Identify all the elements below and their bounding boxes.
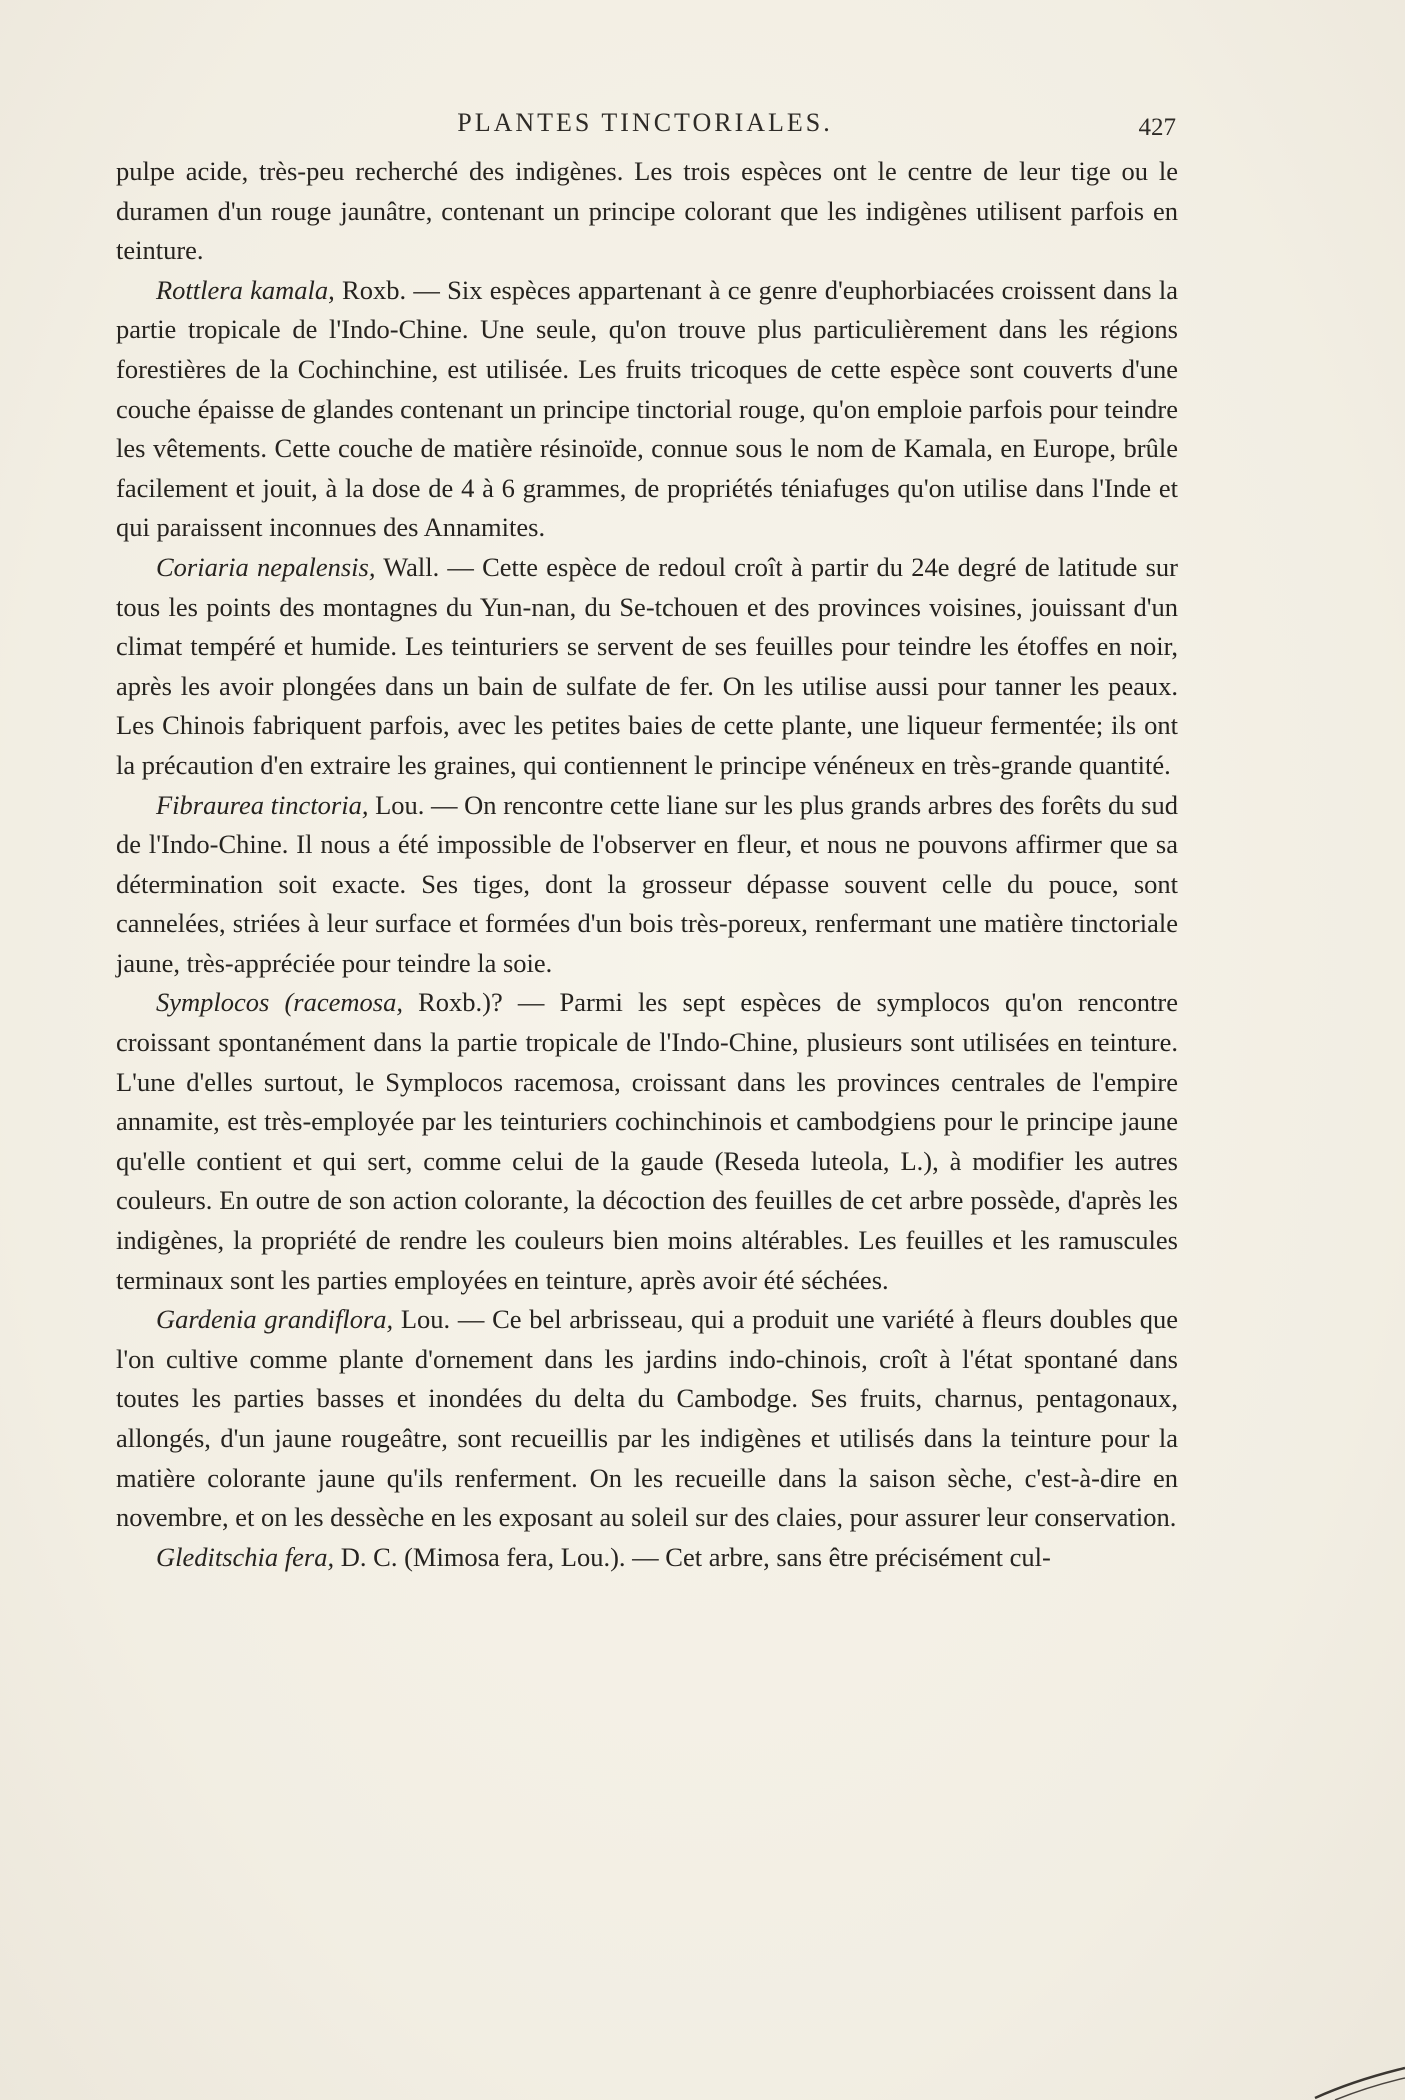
paragraph-coriaria	[116, 548, 1178, 786]
paragraph-symplocos	[116, 983, 1178, 1300]
species-name: Gleditschia fera,	[156, 1541, 335, 1572]
paragraph-text: pulpe acide, très-peu recherché des indigènes. Les trois espèces ont le centre de leur tige ou le duramen d'un rouge jaunâtre, contenant un principe colorant que les indigènes utilisent parfois en teinture.	[116, 156, 1178, 266]
species-name: Symplocos (racemosa,	[156, 987, 403, 1018]
text-body	[116, 152, 1178, 1577]
species-name: Coriaria nepalensis,	[156, 551, 376, 582]
page-corner-mark	[1305, 2040, 1405, 2100]
paragraph-rottlera	[116, 271, 1178, 548]
paragraph-text: Roxb.)? — Parmi les sept espèces de symplocos qu'on rencontre croissant spontanément dans la partie tropicale de l'Indo-Chine, plusieurs sont utilisées en teinture. L'une d'elles surtout, le Symplocos racemosa, croissant dans les provinces centrales de l'empire annamite, est très-employée par les teinturiers cochinchinois et cambodgiens pour le principe jaune qu'elle contient et qui sert, comme celui de la gaude (Reseda luteola, L.), à modifier les autres couleurs. En outre de son action colorante, la décoction des feuilles de cet arbre possède, d'après les indigènes, la propriété de rendre les couleurs bien moins altérables. Les feuilles et les ramuscules terminaux sont les parties employées en teinture, après avoir été séchées.	[116, 987, 1178, 1295]
species-name: Fibraurea tinctoria,	[156, 789, 369, 820]
species-name: Gardenia grandiflora,	[156, 1304, 394, 1335]
species-name: Rottlera kamala,	[156, 274, 335, 305]
paragraph-gleditschia	[116, 1538, 1178, 1578]
paragraph-text: Lou. — Ce bel arbrisseau, qui a produit une variété à fleurs doubles que l'on cultive comme plante d'ornement dans les jardins indo-chinois, croît à l'état spontané dans toutes les parties basses et inondées du delta du Cambodge. Ses fruits, charnus, pentagonaux, allongés, d'un jaune rougeâtre, sont recueillis par les indigènes et utilisés dans la teinture pour la matière colorante jaune qu'ils renferment. On les recueille dans la saison sèche, c'est-à-dire en novembre, et on les dessèche en les exposant au soleil sur des claies, pour assurer leur conservation.	[116, 1304, 1178, 1533]
paragraph-text: Wall. — Cette espèce de redoul croît à partir du 24e degré de latitude sur tous les points des montagnes du Yun-nan, du Se-tchouen et des provinces voisines, jouissant d'un climat tempéré et humide. Les teinturiers se servent de ses feuilles pour teindre les étoffes en noir, après les avoir plongées dans un bain de sulfate de fer. On les utilise aussi pour tanner les peaux. Les Chinois fabriquent parfois, avec les petites baies de cette plante, une liqueur fermentée; ils ont la précaution d'en extraire les graines, qui contiennent le principe vénéneux en très-grande quantité.	[116, 551, 1178, 780]
running-title: PLANTES TINCTORIALES.	[457, 108, 833, 137]
paragraph-text: D. C. (Mimosa fera, Lou.). — Cet arbre, sans être précisément cul-	[334, 1541, 1051, 1572]
paragraph-fibraurea	[116, 786, 1178, 984]
running-head	[110, 108, 1180, 144]
paragraph-gardenia	[116, 1300, 1178, 1538]
page-number: 427	[1138, 114, 1176, 141]
paragraph-continuation	[116, 152, 1178, 271]
paragraph-text: Roxb. — Six espèces appartenant à ce genre d'euphorbiacées croissent dans la partie tropicale de l'Indo-Chine. Une seule, qu'on trouve plus particulièrement dans les régions forestières de la Cochinchine, est utilisée. Les fruits tricoques de cette espèce sont couverts d'une couche épaisse de glandes contenant un principe tinctorial rouge, qu'on emploie parfois pour teindre les vêtements. Cette couche de matière résinoïde, connue sous le nom de Kamala, en Europe, brûle facilement et jouit, à la dose de 4 à 6 grammes, de propriétés téniafuges qu'on utilise dans l'Inde et qui paraissent inconnues des Annamites.	[116, 274, 1178, 543]
paragraph-text: Lou. — On rencontre cette liane sur les plus grands arbres des forêts du sud de l'Indo-Chine. Il nous a été impossible de l'observer en fleur, et nous ne pouvons affirmer que sa détermination soit exacte. Ses tiges, dont la grosseur dépasse souvent celle du pouce, sont cannelées, striées à leur surface et formées d'un bois très-poreux, renfermant une matière tinctoriale jaune, très-appréciée pour teindre la soie.	[116, 789, 1178, 978]
